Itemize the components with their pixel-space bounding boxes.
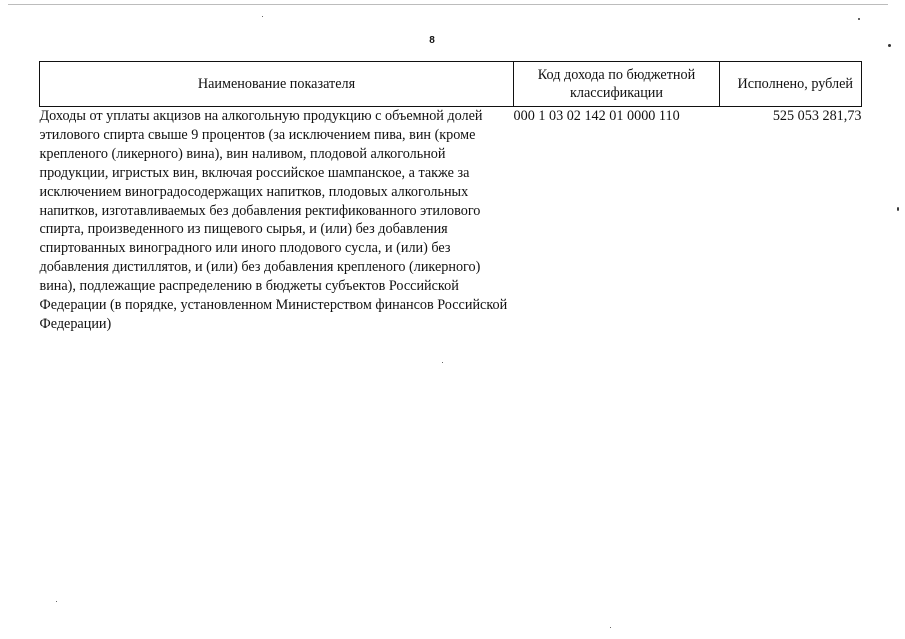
column-header-budget-code: Код дохода по бюджетной классификации — [514, 62, 720, 107]
scan-speck — [897, 207, 899, 211]
scan-speck — [262, 16, 263, 17]
budget-income-table — [39, 61, 862, 334]
column-header-executed-amount: Исполнено, рублей — [720, 62, 862, 107]
executed-amount-cell: 525 053 281,73 — [772, 108, 862, 124]
table-header-row — [40, 62, 862, 107]
budget-code-cell: 000 1 03 02 142 01 0000 110 — [513, 108, 680, 124]
scan-speck — [610, 627, 611, 628]
scan-speck — [888, 44, 891, 47]
indicator-name-cell: Доходы от уплаты акцизов на алкогольную продукцию с объемной долей этилового спирта свыше 9 процентов (за исключением пива, вин (кроме крепленого (ликерного) вина), вин наливом, плодовой алкогольной продукции, игристых вин, включая российское шампанское, а также за исключением виноградосодержащих напитков, плодовых алкогольных напитков, изготавливаемых без добавления ректификованного этилового спирта, произведенного из пищевого сырья, и (или) без добавления спиртованных виноградного или иного плодового сусла, и (или) без добавления дистиллятов, и (или) без добавления крепленого (ликерного) вина), подлежащие распределению в бюджеты субъектов Российской Федерации (в порядке, установленном Министерством финансов Российской Федерации) — [39, 108, 508, 332]
scan-speck — [442, 362, 443, 363]
table-row — [40, 107, 862, 334]
page-number: 8 — [429, 35, 435, 46]
scan-speck — [56, 601, 57, 602]
scan-top-edge-line — [8, 4, 888, 5]
scan-speck — [858, 18, 860, 20]
column-header-indicator-name: Наименование показателя — [40, 62, 514, 107]
